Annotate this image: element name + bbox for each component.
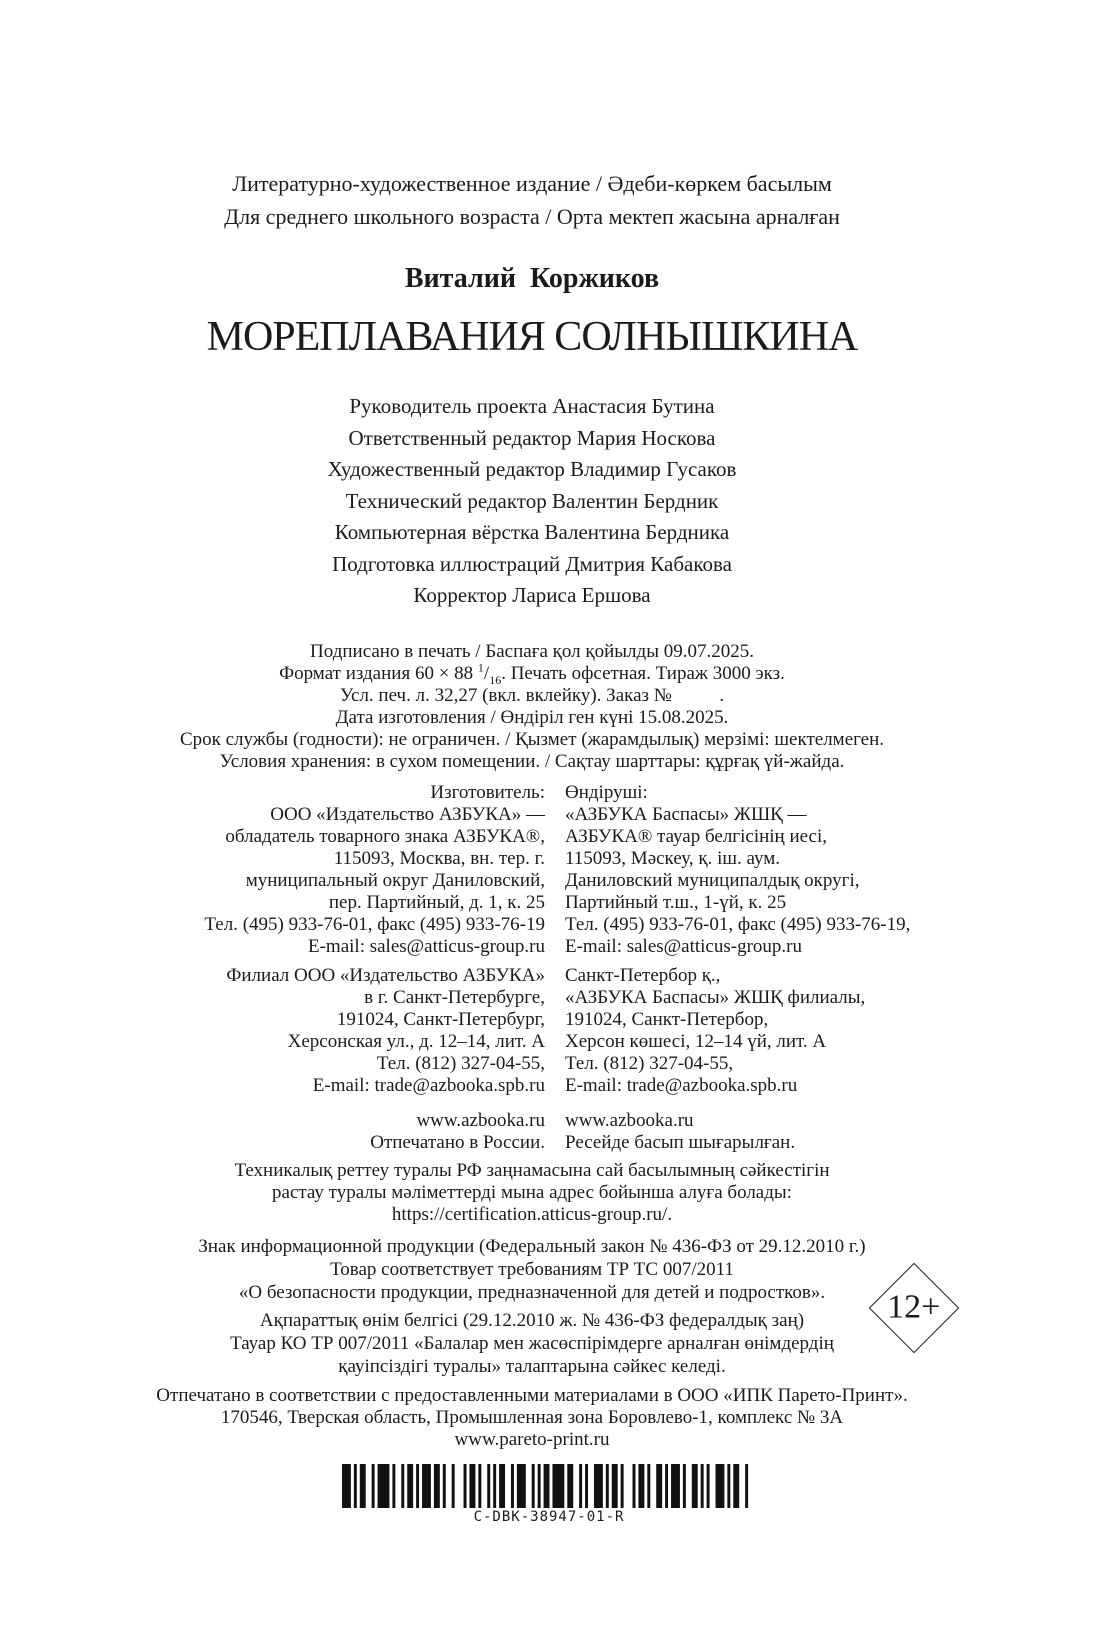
- manufacturer-kz-company: [565, 804, 972, 958]
- printing-house-line: 170546, Тверская область, Промышленная зона Боровлево-1, комплекс № 3А: [220, 1406, 844, 1428]
- address-line: 191024, Санкт-Петербург,: [336, 1008, 545, 1030]
- signed-to-print-line: Подписано в печать / Баспаға қол қойылды 09.07.2025.: [310, 640, 754, 662]
- format-prefix: Формат издания 60 × 88: [279, 662, 478, 684]
- certification-line: растау туралы мәліметтерді мына адрес бойынша алуға болады:: [272, 1181, 792, 1203]
- print-info-line: Срок службы (годности): не ограничен. / Қызмет (жарамдылық) мерзімі: шектелмеген.: [179, 728, 885, 750]
- credit-line: Художественный редактор Владимир Гусаков: [327, 457, 737, 481]
- credit-line: Ответственный редактор Мария Носкова: [348, 425, 716, 450]
- credits-list: [92, 391, 972, 612]
- manufacturer-columns: [92, 782, 972, 1154]
- manufacturer-ru-branch: [92, 965, 545, 1097]
- credit-line: Руководитель проекта Анастасия Бутина: [349, 394, 715, 418]
- print-info-line: Дата изготовления / Өндіріл ген күні 15.08.2025.: [335, 706, 729, 728]
- edition-block: [92, 0, 972, 233]
- certification-line: Техникалық реттеу туралы РФ заңнамасына сай басылымның сәйкестігін: [234, 1159, 830, 1181]
- edition-line-1: Литературно-художественное издание / Әдеби-көркем басылым: [232, 171, 832, 196]
- address-line: E-mail: sales@atticus-group.ru: [308, 935, 545, 957]
- address-line: E-mail: trade@azbooka.spb.ru: [565, 1074, 798, 1096]
- credit-line: Технический редактор Валентин Бердник: [345, 488, 719, 513]
- colophon-page: [92, 0, 972, 1526]
- address-line: www.azbooka.ru: [565, 1109, 694, 1131]
- address-line: Херсон көшесі, 12–14 үй, лит. А: [565, 1030, 827, 1052]
- address-line: www.azbooka.ru: [416, 1109, 545, 1131]
- print-info-lines: [92, 685, 972, 773]
- info-sign-line: Тауар КО ТР 007/2011 «Балалар мен жасөспірімдерге арналған өнімдердің: [230, 1332, 834, 1354]
- address-line: «АЗБУКА Баспасы» ЖШҚ филиалы,: [565, 986, 866, 1008]
- print-info-line: Условия хранения: в сухом помещении. / Сақтау шарттары: құрғақ үй-жайда.: [219, 750, 845, 772]
- author-name: Виталий Коржиков: [404, 263, 660, 294]
- manufacturer-ru-heading: Изготовитель:: [430, 781, 545, 803]
- address-line: в г. Санкт-Петербурге,: [364, 986, 545, 1008]
- address-line: Партийный т.ш., 1-үй, к. 25: [565, 891, 787, 913]
- info-sign-line: Ақпараттық өнім белгісі (29.12.2010 ж. № 436-ФЗ федералдық заң): [259, 1309, 805, 1331]
- address-line: Даниловский муниципалдық округі,: [565, 869, 860, 891]
- address-line: Херсонская ул., д. 12–14, лит. А: [287, 1030, 545, 1052]
- info-sign-kz-block: [92, 1309, 972, 1378]
- print-info-block: [92, 641, 972, 773]
- address-line: «АЗБУКА Баспасы» ЖШҚ —: [565, 803, 807, 825]
- credit-line: Корректор Лариса Ершова: [413, 583, 651, 607]
- manufacturer-ru-company: [92, 804, 545, 958]
- address-line: Тел. (812) 327-04-55,: [565, 1052, 734, 1074]
- address-line: Ресейде басып шығарылған.: [565, 1131, 796, 1153]
- format-fraction-denominator: 16: [489, 672, 502, 687]
- address-line: 115093, Москва, вн. тер. г.: [333, 847, 545, 869]
- credit-line: Компьютерная вёрстка Валентина Бердника: [334, 520, 730, 544]
- print-info-line: Усл. печ. л. 32,27 (вкл. вклейку). Заказ № .: [339, 684, 725, 706]
- barcode-text: C-DBK-38947-01-R: [473, 1508, 625, 1525]
- credit-line: Подготовка иллюстраций Дмитрия Кабакова: [332, 551, 732, 576]
- format-fraction-slash: /: [483, 662, 490, 684]
- address-line: пер. Партийный, д. 1, к. 25: [328, 891, 545, 913]
- address-line: муниципальный округ Даниловский,: [245, 869, 545, 891]
- address-line: Отпечатано в России.: [370, 1131, 545, 1153]
- age-rating-label: 12+: [887, 1289, 941, 1326]
- address-line: Тел. (495) 933-76-01, факс (495) 933-76-19: [204, 913, 545, 935]
- barcode-bars: [342, 1464, 757, 1508]
- info-sign-line: қауіпсіздігі туралы» талаптарына сәйкес келеді.: [338, 1355, 726, 1377]
- manufacturer-kz-branch: [565, 965, 972, 1097]
- edition-line-2: Для среднего школьного возраста / Орта мектеп жасына арналған: [224, 204, 840, 229]
- format-line: [92, 660, 972, 687]
- format-suffix: . Печать офсетная. Тираж 3000 экз.: [501, 662, 785, 684]
- address-line: АЗБУКА® тауар белгісінің иесі,: [565, 825, 827, 847]
- info-sign-ru-block: [92, 1235, 972, 1304]
- address-line: 191024, Санкт-Петербор,: [565, 1008, 769, 1030]
- address-line: Филиал ООО «Издательство АЗБУКА»: [226, 964, 545, 986]
- printing-house-block: [92, 1385, 972, 1451]
- info-sign-line: «О безопасности продукции, предназначенной для детей и подростков».: [238, 1281, 826, 1303]
- printing-house-line: Отпечатано в соответствии с предоставленными материалами в ООО «ИПК Парето-Принт».: [156, 1384, 908, 1406]
- address-line: Тел. (812) 327-04-55,: [376, 1052, 545, 1074]
- info-sign-line: Товар соответствует требованиям ТР ТС 007/2011: [330, 1258, 734, 1280]
- book-title: МОРЕПЛАВАНИЯ СОЛНЫШКИНА: [206, 314, 858, 360]
- barcode: [342, 1464, 757, 1526]
- manufacturer-kz-footer: [565, 1110, 972, 1154]
- manufacturer-kz-heading: Өндіруші:: [565, 781, 648, 803]
- format-fraction-numerator: 1: [477, 660, 484, 675]
- address-line: 115093, Мәскеу, қ. іш. аум.: [565, 847, 781, 869]
- address-line: ООО «Издательство АЗБУКА» —: [270, 803, 545, 825]
- certification-block: [92, 1160, 972, 1226]
- manufacturer-kz-column: [565, 782, 972, 1154]
- address-line: E-mail: sales@atticus-group.ru: [565, 935, 802, 957]
- address-line: Тел. (495) 933-76-01, факс (495) 933-76-19,: [565, 913, 911, 935]
- certification-line: https://certification.atticus-group.ru/.: [391, 1203, 673, 1225]
- manufacturer-ru-footer: [92, 1110, 545, 1154]
- info-sign-line: Знак информационной продукции (Федеральный закон № 436-ФЗ от 29.12.2010 г.): [198, 1235, 866, 1257]
- printing-house-line: www.pareto-print.ru: [454, 1428, 610, 1450]
- address-line: Санкт-Петербор қ.,: [565, 964, 721, 986]
- address-line: обладатель товарного знака АЗБУКА®,: [225, 825, 545, 847]
- address-line: E-mail: trade@azbooka.spb.ru: [312, 1074, 545, 1096]
- manufacturer-ru-column: [92, 782, 545, 1154]
